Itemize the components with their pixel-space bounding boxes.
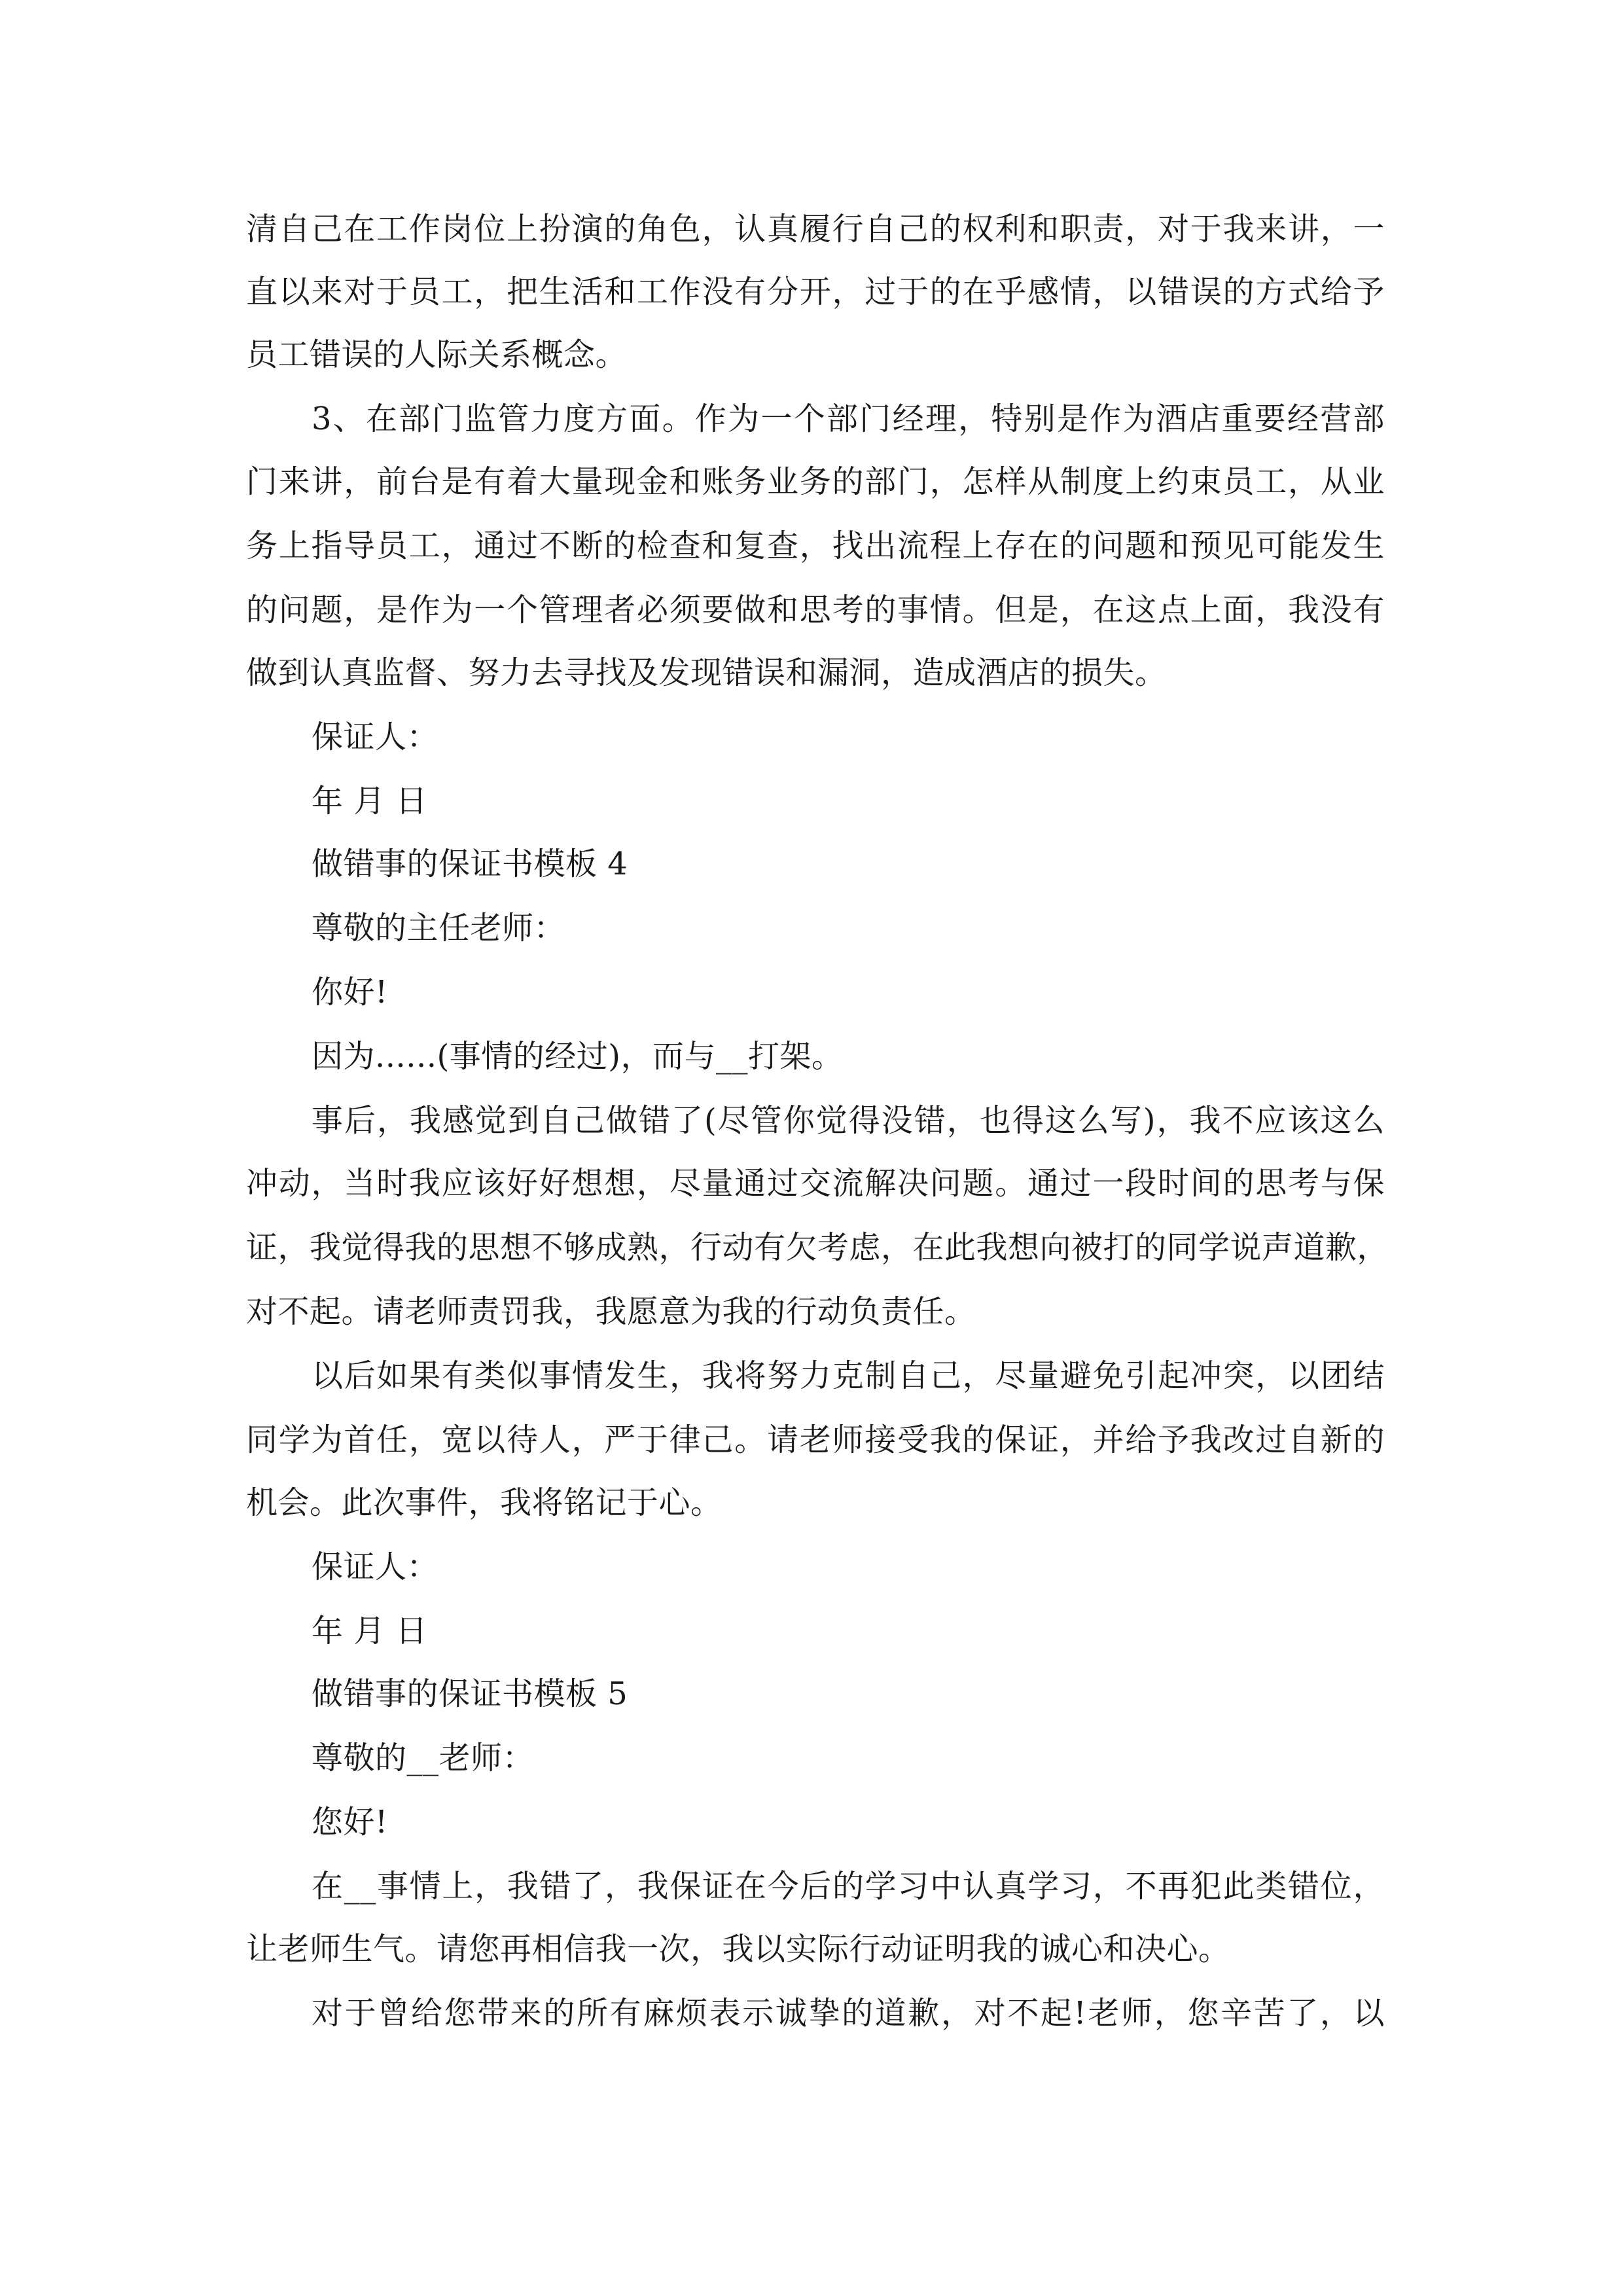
text-line: 以后如果有类似事情发生，我将努力克制自己，尽量避免引起冲突，以团结 <box>312 1357 1385 1394</box>
text-line: 3、在部门监管力度方面。作为一个部门经理，特别是作为酒店重要经营部 <box>312 401 1385 437</box>
salutation: 尊敬的主任老师： <box>312 910 566 946</box>
date-line: 年 月 日 <box>312 1613 428 1649</box>
greeting: 您好! <box>312 1804 388 1840</box>
text-line: 做到认真监督、努力去寻找及发现错误和漏洞，造成酒店的损失。 <box>246 655 1167 691</box>
text-line: 对于曾给您带来的所有麻烦表示诚挚的道歉，对不起!老师，您辛苦了，以 <box>312 1995 1385 2032</box>
text-line: 机会。此次事件，我将铭记于心。 <box>246 1484 722 1521</box>
text-line: 证，我觉得我的思想不够成熟，行动有欠考虑，在此我想向被打的同学说声道歉， <box>246 1229 1389 1266</box>
text-line: 直以来对于员工，把生活和工作没有分开，过于的在乎感情，以错误的方式给予 <box>246 274 1385 310</box>
salutation: 尊敬的__老师： <box>312 1740 535 1776</box>
text-line: 清自己在工作岗位上扮演的角色，认真履行自己的权利和职责，对于我来讲，一 <box>246 211 1385 247</box>
text-line: 让老师生气。请您再相信我一次，我以实际行动证明我的诚心和决心。 <box>246 1931 1230 1967</box>
text-line: 在__事情上，我错了，我保证在今后的学习中认真学习，不再犯此类错位， <box>312 1868 1385 1905</box>
text-line: 务上指导员工，通过不断的检查和复查，找出流程上存在的问题和预见可能发生 <box>246 528 1385 564</box>
text-line: 因为......(事情的经过)，而与__打架。 <box>312 1038 844 1075</box>
text-line: 对不起。请老师责罚我，我愿意为我的行动负责任。 <box>246 1293 976 1330</box>
text-line: 员工错误的人际关系概念。 <box>246 336 628 373</box>
text-line: 的问题，是作为一个管理者必须要做和思考的事情。但是，在这点上面，我没有 <box>246 592 1385 628</box>
text-line: 事后，我感觉到自己做错了(尽管你觉得没错，也得这么写)，我不应该这么 <box>312 1102 1385 1139</box>
section-heading: 做错事的保证书模板 4 <box>312 846 628 882</box>
greeting: 你好! <box>312 974 388 1011</box>
text-line: 门来讲，前台是有着大量现金和账务业务的部门，怎样从制度上约束员工，从业 <box>246 463 1385 500</box>
date-line: 年 月 日 <box>312 783 428 819</box>
text-line: 同学为首任，宽以待人，严于律己。请老师接受我的保证，并给予我改过自新的 <box>246 1422 1385 1458</box>
signature-label: 保证人： <box>312 1549 439 1585</box>
section-heading: 做错事的保证书模板 5 <box>312 1676 628 1712</box>
text-line: 冲动，当时我应该好好想想，尽量通过交流解决问题。通过一段时间的思考与保 <box>246 1165 1385 1202</box>
signature-label: 保证人： <box>312 719 439 755</box>
